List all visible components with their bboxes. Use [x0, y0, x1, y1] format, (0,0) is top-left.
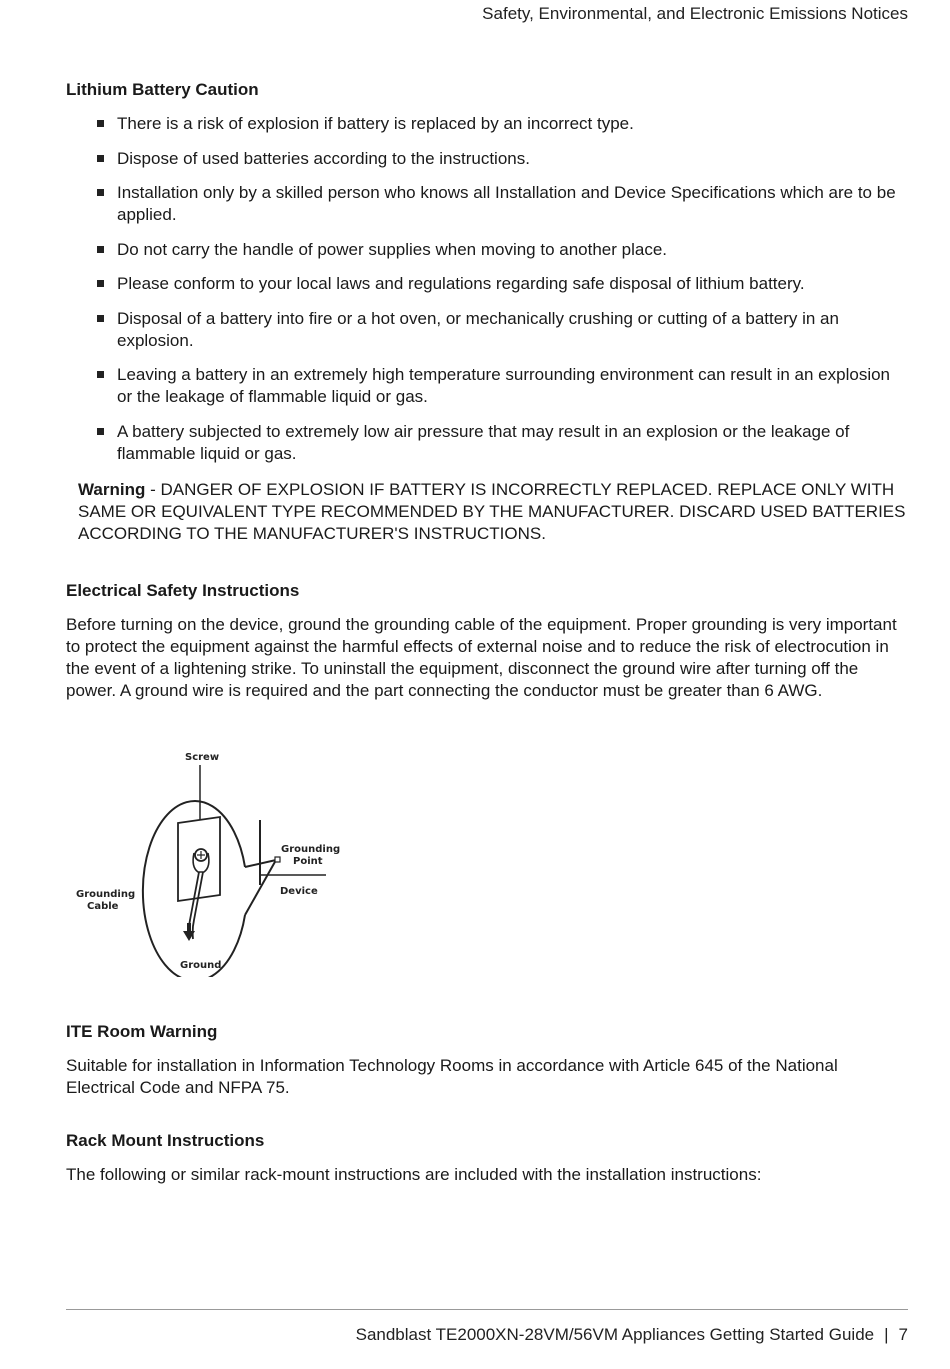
electrical-body: Before turning on the device, ground the grounding cable of the equipment. Proper grounding is very important to protect the equipment against the harmful effects of external noise and to reduce the risk of electrocution in the event of a lightening strike. To uninstall the equipment, disconnect the ground wire after turning off the power. A ground wire is required and the part connecting the conductor must be greater than 6 AWG.	[66, 615, 897, 700]
ite-heading: ITE Room Warning	[66, 1022, 218, 1041]
grounding-point-label-1: Grounding	[281, 844, 340, 855]
grounding-cable-label-2: Cable	[87, 901, 119, 912]
footer-title: Sandblast TE2000XN-28VM/56VM Appliances Getting Started Guide	[355, 1325, 875, 1344]
bullet-square-icon	[97, 280, 104, 287]
bullet-square-icon	[97, 246, 104, 253]
bullet-square-icon	[97, 189, 104, 196]
rack-body: The following or similar rack-mount instructions are included with the installation instructions:	[66, 1165, 762, 1184]
grounding-diagram	[70, 745, 340, 977]
list-item: A battery subjected to extremely low air pressure that may result in an explosion or the leakage of flammable liquid or gas.	[66, 421, 906, 465]
running-header: Safety, Environmental, and Electronic Emissions Notices	[482, 4, 908, 23]
battery-warning	[78, 479, 908, 545]
page-footer	[356, 1325, 908, 1345]
page-number: 7	[898, 1325, 908, 1344]
list-item: Leaving a battery in an extremely high temperature surrounding environment can result in an explosion or the leakage of flammable liquid or gas.	[66, 364, 906, 408]
list-item: Do not carry the handle of power supplies when moving to another place.	[66, 239, 906, 261]
bullet-square-icon	[97, 315, 104, 322]
ite-body: Suitable for installation in Information Technology Rooms in accordance with Article 645 of the National Electrical Code and NFPA 75.	[66, 1056, 838, 1097]
list-item: Disposal of a battery into fire or a hot oven, or mechanically crushing or cutting of a battery in an explosion.	[66, 308, 906, 352]
footer-separator: |	[884, 1325, 889, 1344]
screw-label: Screw	[185, 752, 220, 763]
bullet-square-icon	[97, 155, 104, 162]
warning-text: - DANGER OF EXPLOSION IF BATTERY IS INCORRECTLY REPLACED. REPLACE ONLY WITH SAME OR EQUIVALENT TYPE RECOMMENDED BY THE MANUFACTURER. DISCARD USED BATTERIES ACCORDING TO THE MANUFACTURER'S INSTRUCTIONS.	[78, 480, 906, 543]
grounding-point-marker	[275, 857, 280, 862]
grounding-cable-label-1: Grounding	[76, 889, 136, 900]
bullet-square-icon	[97, 371, 104, 378]
list-item: Installation only by a skilled person who knows all Installation and Device Specifications which are to be applied.	[66, 182, 906, 226]
list-item: There is a risk of explosion if battery is replaced by an incorrect type.	[66, 113, 906, 135]
bullet-square-icon	[97, 120, 104, 127]
lithium-heading: Lithium Battery Caution	[66, 80, 259, 99]
list-item: Dispose of used batteries according to the instructions.	[66, 148, 906, 170]
grounding-point-label-2: Point	[293, 856, 323, 867]
rack-heading: Rack Mount Instructions	[66, 1131, 265, 1150]
bullet-square-icon	[97, 428, 104, 435]
list-item: Please conform to your local laws and regulations regarding safe disposal of lithium battery.	[66, 273, 906, 295]
electrical-heading: Electrical Safety Instructions	[66, 581, 300, 600]
warning-label: Warning	[78, 480, 146, 499]
ground-label: Ground	[180, 960, 222, 971]
lithium-bullet-list	[66, 113, 906, 477]
device-label: Device	[280, 886, 318, 897]
footer-divider	[66, 1309, 908, 1310]
